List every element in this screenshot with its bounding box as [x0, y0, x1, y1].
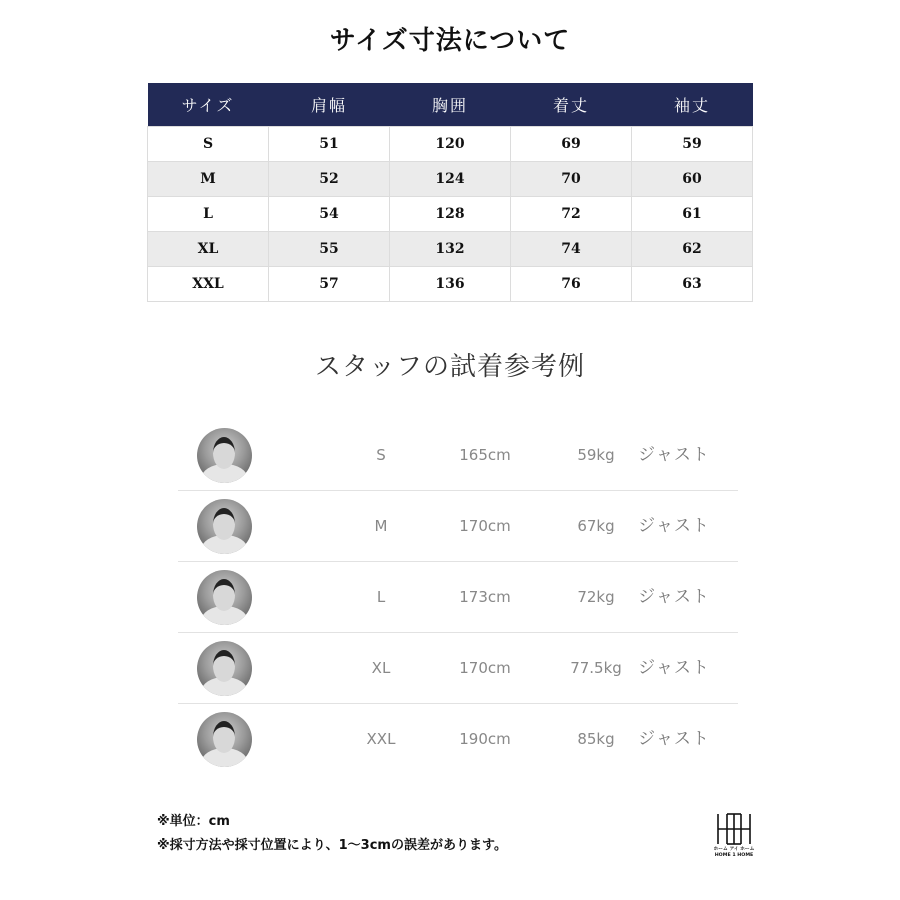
header-chest: 胸囲 [390, 83, 511, 127]
staff-row [178, 491, 738, 562]
table-cell: 51 [269, 127, 390, 162]
staff-fit: ジャスト [638, 516, 710, 536]
header-size: サイズ [148, 83, 269, 127]
table-cell: XL [148, 232, 269, 267]
avatar [197, 570, 252, 625]
staff-weight: 72kg [577, 588, 615, 606]
table-cell: S [148, 127, 269, 162]
staff-height: 173cm [459, 588, 511, 606]
logo-kana: ホーム アイ ホーム [713, 846, 755, 852]
staff-section-title: スタッフの試着参考例 [314, 352, 585, 382]
table-cell: 69 [511, 127, 632, 162]
staff-row [178, 704, 738, 774]
avatar [197, 712, 252, 767]
table-cell: 54 [269, 197, 390, 232]
staff-list [178, 420, 738, 774]
size-table [147, 83, 753, 302]
table-cell: 124 [390, 162, 511, 197]
logo-mark-icon [715, 812, 753, 846]
staff-row [178, 562, 738, 633]
measurement-note: ※採寸方法や採寸位置により、1～3cmの誤差があります。 [157, 838, 507, 853]
table-cell: 76 [511, 267, 632, 302]
table-cell: 57 [269, 267, 390, 302]
staff-size: M [374, 517, 388, 535]
staff-weight: 85kg [577, 730, 615, 748]
logo-name: HOME 1 HOME [714, 852, 754, 858]
table-cell: 61 [632, 197, 753, 232]
staff-weight: 67kg [577, 517, 615, 535]
brand-logo [712, 812, 756, 858]
staff-height: 170cm [459, 517, 511, 535]
table-cell: 55 [269, 232, 390, 267]
staff-height: 165cm [459, 446, 511, 464]
table-cell: XXL [148, 267, 269, 302]
staff-size: L [376, 588, 386, 606]
staff-row [178, 633, 738, 704]
staff-fit: ジャスト [638, 729, 710, 749]
unit-note: ※単位：cm [157, 814, 230, 829]
staff-size: S [376, 446, 386, 464]
table-cell: 60 [632, 162, 753, 197]
staff-weight: 77.5kg [570, 659, 622, 677]
staff-fit: ジャスト [638, 445, 710, 465]
staff-height: 190cm [459, 730, 511, 748]
size-table-header [148, 83, 753, 127]
table-cell: 72 [511, 197, 632, 232]
table-cell: 120 [390, 127, 511, 162]
header-shoulder: 肩幅 [269, 83, 390, 127]
staff-size: XXL [366, 730, 396, 748]
staff-fit: ジャスト [638, 658, 710, 678]
table-row [148, 197, 753, 232]
table-cell: 63 [632, 267, 753, 302]
header-sleeve: 袖丈 [632, 83, 753, 127]
table-cell: M [148, 162, 269, 197]
table-cell: 70 [511, 162, 632, 197]
header-length: 着丈 [511, 83, 632, 127]
table-row [148, 127, 753, 162]
staff-size: XL [371, 659, 391, 677]
avatar [197, 428, 252, 483]
table-row [148, 162, 753, 197]
table-cell: 136 [390, 267, 511, 302]
table-cell: 74 [511, 232, 632, 267]
staff-height: 170cm [459, 659, 511, 677]
table-cell: 128 [390, 197, 511, 232]
table-cell: 62 [632, 232, 753, 267]
table-cell: 132 [390, 232, 511, 267]
table-cell: 59 [632, 127, 753, 162]
staff-weight: 59kg [577, 446, 615, 464]
staff-row [178, 420, 738, 491]
page-title: サイズ寸法について [329, 26, 571, 56]
avatar [197, 499, 252, 554]
table-row [148, 232, 753, 267]
table-cell: 52 [269, 162, 390, 197]
staff-fit: ジャスト [638, 587, 710, 607]
table-row [148, 267, 753, 302]
avatar [197, 641, 252, 696]
table-cell: L [148, 197, 269, 232]
